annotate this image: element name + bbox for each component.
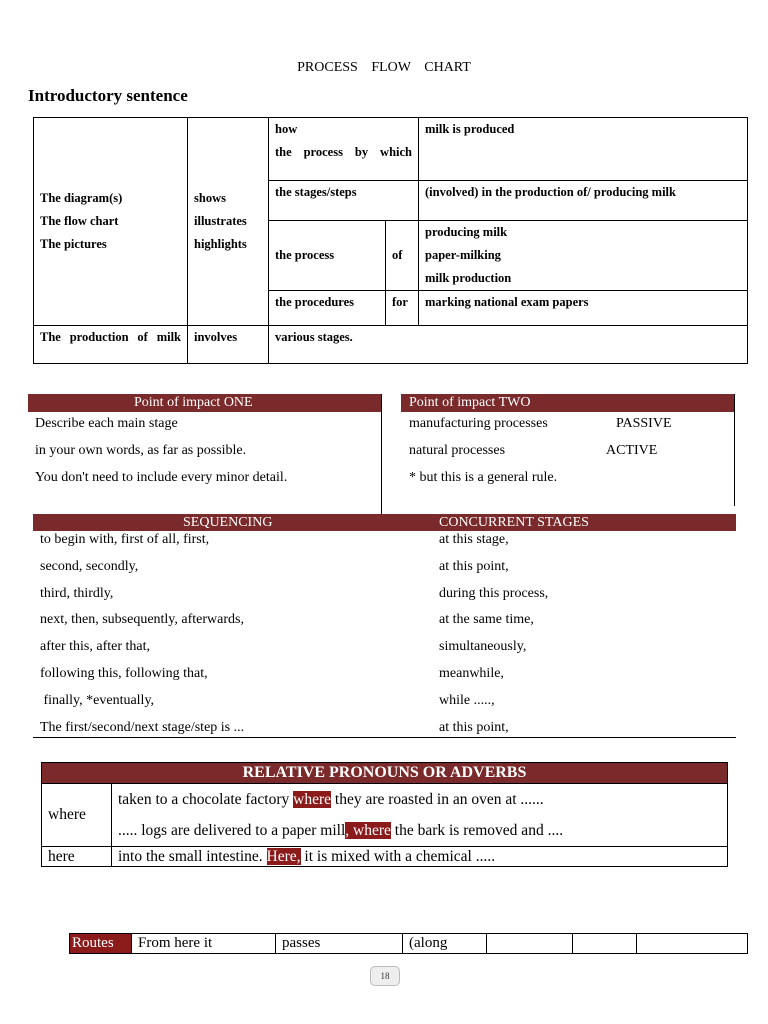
poi-one-line: Describe each main stage — [35, 416, 178, 431]
production-of-milk-cell: The production of milk — [34, 326, 188, 364]
relative-pronouns-table — [41, 762, 728, 867]
example-text: ..... logs are delivered to a paper mill — [118, 822, 346, 839]
example-text: they are roasted in an oven at ...... — [331, 791, 544, 808]
poi-one-line: in your own words, as far as possible. — [35, 443, 247, 458]
routes-label: Routes — [70, 934, 132, 954]
routes-cell: passes — [276, 934, 403, 954]
poi-one-line: You don't need to include every minor detail. — [35, 470, 288, 485]
list-item: at this point, — [439, 558, 509, 574]
list-item: The first/second/next stage/step is ... — [40, 719, 245, 735]
various-stages-cell: various stages. — [269, 326, 748, 364]
involves-cell: involves — [188, 326, 269, 364]
list-item: after this, after that, — [40, 639, 151, 655]
poi-two-right: PASSIVE — [616, 416, 672, 431]
process-option: milk production — [425, 271, 512, 285]
poi-two-header: Point of impact TWO — [401, 394, 734, 412]
verb-option: shows — [194, 191, 226, 205]
where-label: where — [42, 784, 112, 847]
list-item: during this process, — [439, 585, 549, 601]
subject-option: The diagram(s) — [40, 191, 123, 205]
page-title: PROCESS FLOW CHART — [297, 60, 471, 75]
point-of-impact-two — [401, 394, 735, 506]
list-item: second, secondly, — [40, 558, 139, 574]
subject-option: The flow chart — [40, 214, 119, 228]
verb-option: illustrates — [194, 214, 247, 228]
highlight-where: , where — [345, 822, 391, 839]
list-item: third, thirdly, — [40, 585, 114, 601]
poi-two-left: natural processes — [409, 443, 506, 458]
process-by-which-text: the process by which — [275, 145, 412, 159]
example-text: it is mixed with a chemical ..... — [300, 847, 496, 865]
routes-cell: (along — [403, 934, 487, 954]
verb-option: highlights — [194, 237, 247, 251]
list-item: to begin with, first of all, first, — [40, 532, 210, 547]
sequencing-bottom-rule — [33, 737, 736, 738]
routes-cell: From here it — [132, 934, 276, 954]
list-item: while ....., — [439, 692, 495, 708]
routes-table — [69, 933, 748, 954]
example-text: into the small intestine. — [118, 847, 267, 865]
routes-cell — [573, 934, 637, 954]
intro-heading: Introductory sentence — [28, 86, 188, 105]
example-text: the bark is removed and .... — [390, 822, 564, 839]
list-item: at this point, — [439, 719, 509, 735]
concurrent-list — [439, 527, 548, 741]
poi-two-left: manufacturing processes — [409, 416, 548, 431]
poi-one-header: Point of impact ONE — [28, 394, 381, 412]
list-item: at the same time, — [439, 612, 534, 628]
procedures-cell: the procedures — [269, 291, 386, 326]
concurrent-header: CONCURRENT STAGES — [439, 515, 589, 530]
stages-cell: the stages/steps — [269, 181, 419, 221]
relative-header: RELATIVE PRONOUNS OR ADVERBS — [42, 763, 728, 784]
routes-cell — [637, 934, 748, 954]
of-cell: of — [386, 221, 419, 291]
milk-produced-cell: milk is produced — [419, 118, 748, 181]
poi-two-right: ACTIVE — [606, 443, 658, 458]
where-examples — [112, 784, 728, 847]
subject-cell — [34, 118, 188, 326]
for-cell: for — [386, 291, 419, 326]
process-options-cell — [419, 221, 748, 291]
list-item: finally, *eventually, — [40, 692, 155, 708]
list-item: at this stage, — [439, 532, 509, 547]
process-option: paper-milking — [425, 248, 501, 262]
here-example — [112, 847, 728, 867]
page-number: 18 — [370, 966, 400, 986]
highlight-where: where — [293, 791, 332, 808]
highlight-here: Here, — [266, 847, 301, 865]
how-text: how — [275, 122, 298, 136]
sequencing-header: SEQUENCING — [183, 515, 273, 530]
example-text: taken to a chocolate factory — [118, 791, 294, 808]
marking-cell: marking national exam papers — [419, 291, 748, 326]
here-label: here — [42, 847, 112, 867]
the-process-cell: the process — [269, 221, 386, 291]
process-option: producing milk — [425, 225, 508, 239]
involved-cell: (involved) in the production of/ producing milk — [419, 181, 748, 221]
subject-option: The pictures — [40, 237, 107, 251]
verb-cell — [188, 118, 269, 326]
point-of-impact-one — [28, 394, 382, 514]
routes-cell — [487, 934, 573, 954]
how-cell — [269, 118, 419, 181]
list-item: meanwhile, — [439, 665, 504, 681]
poi-two-note: * but this is a general rule. — [409, 470, 558, 485]
intro-sentence-table — [33, 117, 748, 364]
list-item: following this, following that, — [40, 665, 208, 681]
sequencing-list — [40, 527, 244, 741]
list-item: next, then, subsequently, afterwards, — [40, 612, 244, 628]
list-item: simultaneously, — [439, 639, 527, 655]
